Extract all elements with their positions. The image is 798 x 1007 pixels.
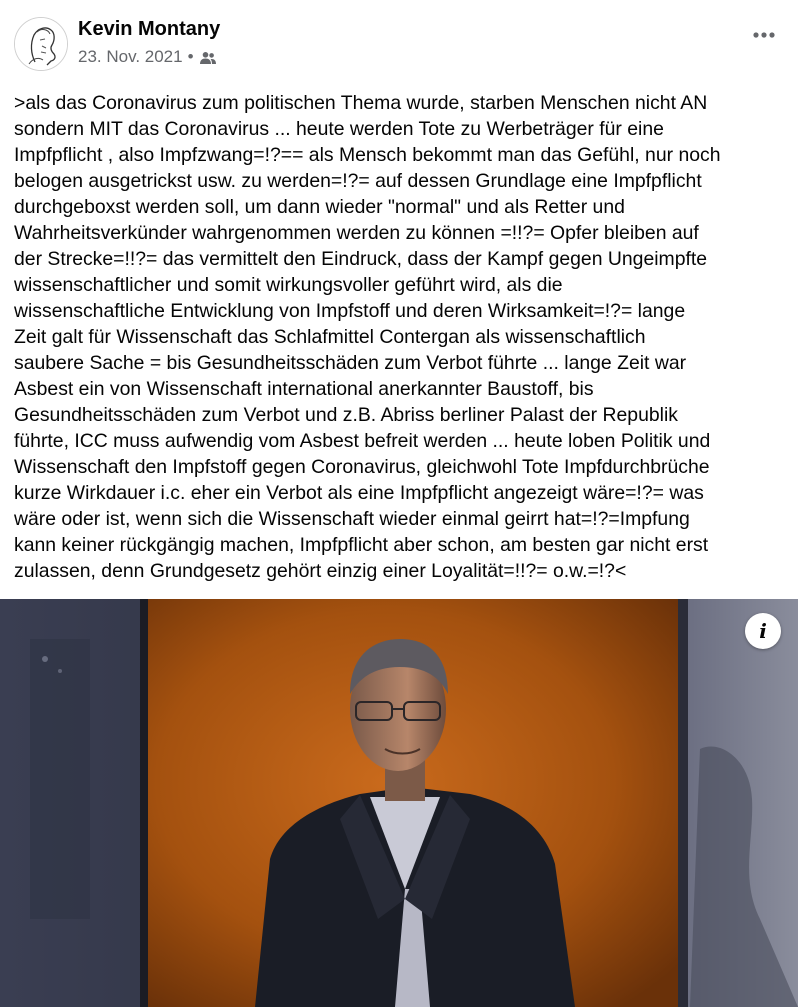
more-options-icon[interactable] [752,26,776,34]
meta-separator: • [187,47,194,66]
info-button[interactable] [745,613,781,649]
post-photo[interactable] [0,599,798,1007]
author-avatar[interactable] [14,17,68,71]
friends-icon[interactable] [199,50,217,64]
post-header [0,0,798,86]
avatar-sketch [15,18,67,70]
author-name[interactable]: Kevin Montany [78,18,221,40]
post-text: >als das Coronavirus zum politischen Thema wurde, starben Menschen nicht AN sondern MIT das Coronavirus ... heute werden Tote zu Werbeträger für eine Impfpflicht , also Impfzwang=!?== als Mensch bekommt man das Gefühl, nur noch belogen ausgetrickst usw. zu werden=!?= auf dessen Grundlage eine Impfpflicht durchgeboxst werden soll, um dann wieder "normal" und als Retter und Wahrheitsverkünder wahrgenommen werden zu können =!!?= Opfer bleiben auf der Strecke=!!?= das vermittelt den Eindruck, dass der Kampf gegen Ungeimpfte wissenschaftlicher und somit wirkungsvoller geführt wird, als die wissenschaftliche Entwicklung von Impfstoff und deren Wirksamkeit=!?= lange Zeit galt für Wissenschaft das Schlafmittel Contergan als wissenschaftlich saubere Sache = bis Gesundheitsschäden zum Verbot führte ... lange Zeit war Asbest ein von Wissenschaft international anerkannter Baustoff, bis Gesundheitsschäden zum Verbot und z.B. Abriss berliner Palast der Republik führte, ICC muss aufwendig vom Asbest befreit werden ... heute loben Politik und Wissenschaft den Impfstoff gegen Coronavirus, gleichwohl Tote Impfdurchbrüche kurze Wirkdauer i.c. eher ein Verbot als eine Impfpflicht angezeigt wäre=!?= was wäre oder ist, wenn sich die Wissenschaft wieder einmal geirrt hat=!?=Impfung kann keiner rückgängig machen, Impfpflicht aber schon, am besten gar nicht erst zulassen, denn Grundgesetz gehört einzig einer Loyalität=!!?= o.w.=!?< [14,92,721,582]
portrait-image [0,599,798,1007]
post-date[interactable]: 23. Nov. 2021 [78,47,183,66]
post-meta [78,47,217,67]
info-icon: i [759,619,767,643]
